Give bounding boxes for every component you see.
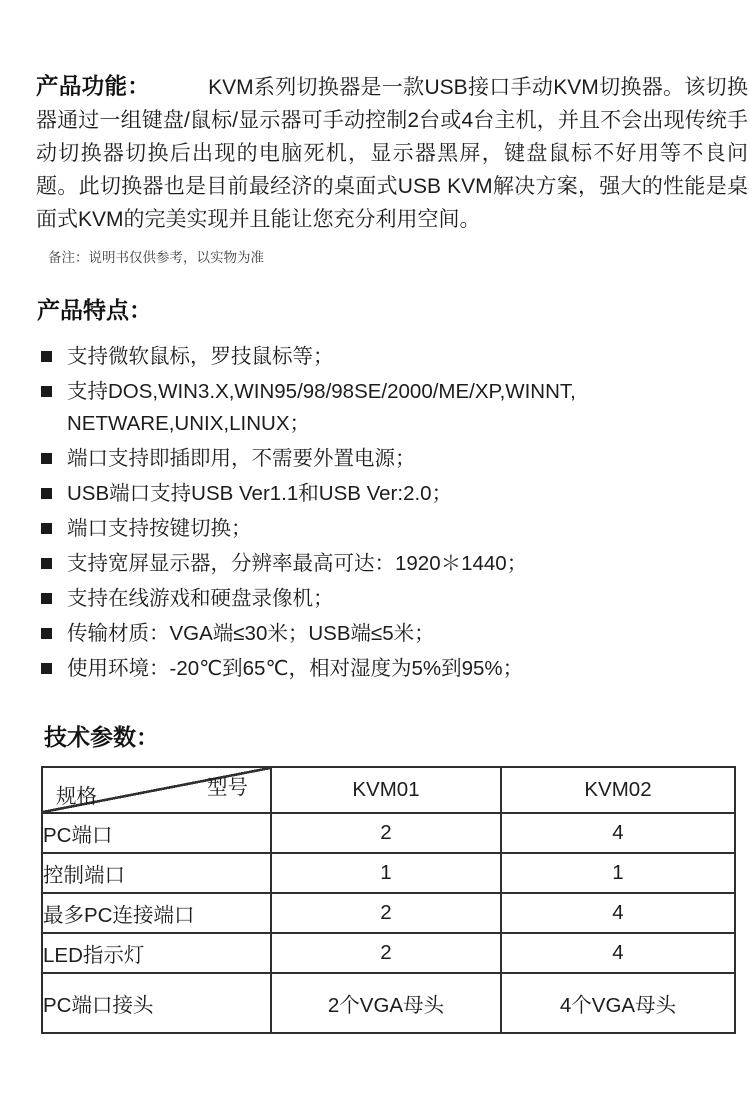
row-label: 控制端口 <box>42 853 271 893</box>
square-bullet-icon <box>41 453 52 464</box>
spec-table-row <box>42 813 735 853</box>
square-bullet-icon <box>41 386 52 397</box>
feature-item <box>41 653 713 685</box>
feature-text: 端口支持即插即用，不需要外置电源； <box>67 447 416 470</box>
row-label: LED指示灯 <box>42 933 271 973</box>
corner-label-spec: 规格 <box>56 785 97 808</box>
row-value-kvm02: 1 <box>501 853 735 893</box>
spec-table-row <box>42 973 735 1033</box>
square-bullet-icon <box>41 663 52 674</box>
feature-item <box>41 618 713 650</box>
spec-table-body <box>42 813 735 1033</box>
spec-table-row <box>42 933 735 973</box>
row-value-kvm01: 2个VGA母头 <box>271 973 501 1033</box>
row-value-kvm02: 4 <box>501 933 735 973</box>
row-value-kvm02: 4个VGA母头 <box>501 973 735 1033</box>
feature-item <box>41 548 713 580</box>
feature-item <box>41 583 713 615</box>
section-title-features: 产品特点： <box>37 297 152 323</box>
product-description-page <box>0 70 750 1102</box>
corner-label-model: 型号 <box>207 776 248 799</box>
feature-text: 支持宽屏显示器，分辨率最高可达：1920＊1440； <box>67 552 528 575</box>
row-value-kvm02: 4 <box>501 893 735 933</box>
spec-table-row <box>42 853 735 893</box>
square-bullet-icon <box>41 488 52 499</box>
row-value-kvm02: 4 <box>501 813 735 853</box>
feature-item <box>41 376 713 440</box>
table-corner-cell <box>42 767 271 813</box>
section-title-specs: 技术参数： <box>44 724 159 750</box>
row-value-kvm01: 2 <box>271 813 501 853</box>
square-bullet-icon <box>41 593 52 604</box>
feature-text: 端口支持按键切换； <box>67 517 252 540</box>
spec-table <box>41 766 736 1034</box>
column-header-kvm01: KVM01 <box>271 767 501 813</box>
spec-table-header-row <box>42 767 735 813</box>
row-value-kvm01: 1 <box>271 853 501 893</box>
disclaimer-note: 备注：说明书仅供参考，以实物为准 <box>48 250 264 265</box>
feature-item <box>41 478 713 510</box>
feature-text: 支持微软鼠标，罗技鼠标等； <box>67 345 334 368</box>
column-header-kvm02: KVM02 <box>501 767 735 813</box>
feature-item <box>41 513 713 545</box>
features-list <box>41 341 713 685</box>
feature-item <box>41 443 713 475</box>
product-function-paragraph <box>36 70 748 236</box>
feature-text: 使用环境：-20℃到65℃，相对湿度为5%到95%； <box>67 657 524 680</box>
feature-text: 支持DOS,WIN3.X,WIN95/98/98SE/2000/ME/XP,WINNT, NETWARE,UNIX,LINUX； <box>67 380 576 435</box>
square-bullet-icon <box>41 628 52 639</box>
square-bullet-icon <box>41 558 52 569</box>
function-body-text: KVM系列切换器是一款USB接口手动KVM切换器。该切换器通过一组键盘/鼠标/显示器可手动控制2台或4台主机，并且不会出现传统手动切换器切换后出现的电脑死机，显示器黑屏，键盘鼠标不好用等不良问题。此切换器也是目前最经济的桌面式USB KVM解决方案，强大的性能是桌面式KVM的完美实现并且能让您充分利用空间。 <box>36 76 748 231</box>
feature-text: 传输材质：VGA端≤30米；USB端≤5米； <box>67 622 435 645</box>
square-bullet-icon <box>41 351 52 362</box>
row-label: 最多PC连接端口 <box>42 893 271 933</box>
feature-text: USB端口支持USB Ver1.1和USB Ver:2.0； <box>67 482 453 505</box>
section-title-function: 产品功能： <box>36 74 151 99</box>
row-value-kvm01: 2 <box>271 893 501 933</box>
row-value-kvm01: 2 <box>271 933 501 973</box>
feature-item <box>41 341 713 373</box>
spec-table-row <box>42 893 735 933</box>
feature-text: 支持在线游戏和硬盘录像机； <box>67 587 334 610</box>
row-label: PC端口 <box>42 813 271 853</box>
square-bullet-icon <box>41 523 52 534</box>
row-label: PC端口接头 <box>42 973 271 1033</box>
